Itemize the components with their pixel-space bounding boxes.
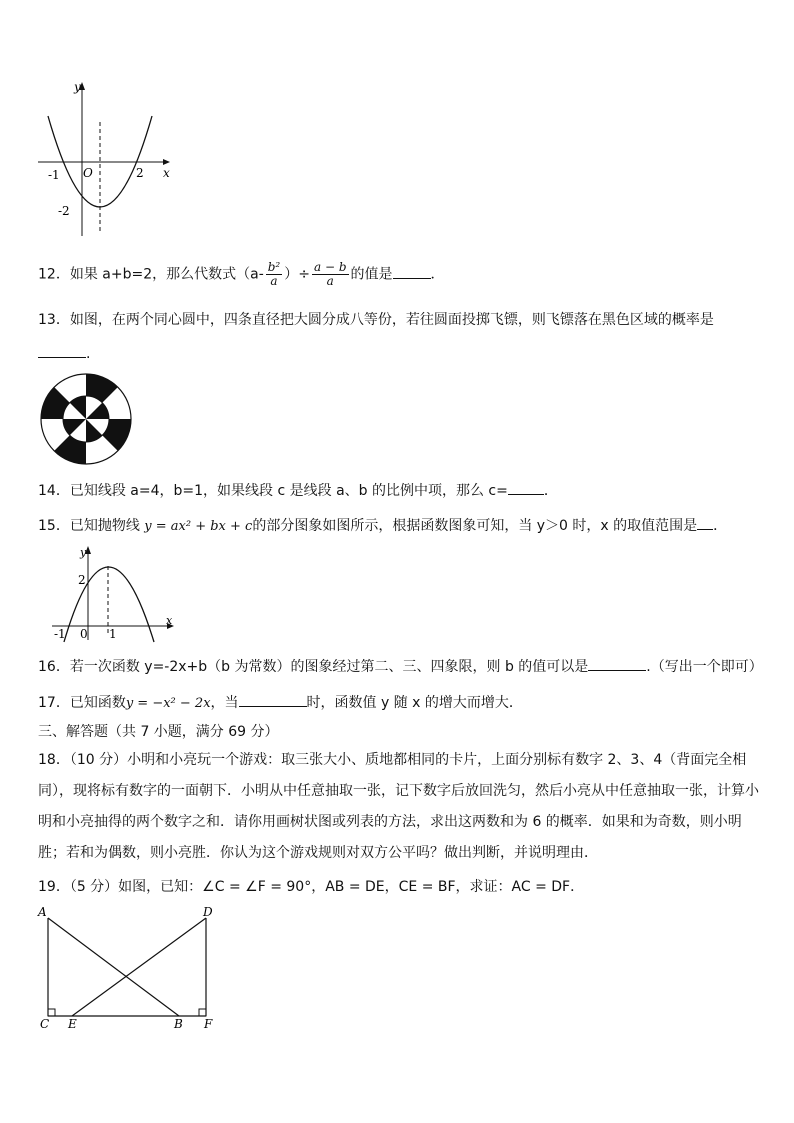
question-text: （5 分）如图，已知：∠C = ∠F = 90°，AB = DE，CE = BF，求证：AC = DF． [69, 879, 585, 895]
concentric-circles-figure [40, 373, 132, 465]
question-text: .（写出一个即可） [646, 659, 763, 675]
question-17 [38, 692, 523, 713]
origin-label: 0 [80, 627, 88, 641]
tick-label-neg1: -1 [48, 168, 60, 182]
right-angle-mark-C [48, 1009, 55, 1016]
tick-label-1: 1 [109, 627, 117, 641]
answer-blank[interactable] [508, 480, 544, 495]
right-angle-mark-F [199, 1009, 206, 1016]
parabola-graph-1 [36, 78, 176, 238]
question-19 [38, 878, 584, 896]
question-number: 15． [38, 518, 70, 534]
segment-DE [72, 918, 206, 1016]
origin-label: O [83, 166, 93, 180]
question-text: ． [543, 483, 558, 499]
fraction-denominator: a [270, 274, 278, 288]
answer-blank[interactable] [697, 515, 713, 530]
fraction-b2-over-a [266, 261, 283, 288]
point-label-C: C [40, 1017, 50, 1031]
y-label: y [80, 546, 87, 559]
question-number: 12． [38, 266, 70, 283]
answer-blank[interactable] [588, 656, 646, 671]
fraction-numerator: b² [267, 260, 281, 274]
question-text: . [86, 346, 91, 362]
segment-AB [48, 918, 179, 1016]
question-text: ，当 [210, 695, 239, 711]
question-text: ）÷ [284, 266, 310, 283]
geometry-figure-19 [36, 902, 226, 1034]
x-axis-arrow [163, 159, 170, 165]
x-label: x [166, 614, 173, 627]
question-text: 如图，在两个同心圆中，四条直径把大圆分成八等份，若往圆面投掷飞镖，则飞镖落在黑色区域的概率是 [69, 312, 714, 328]
question-text: 时，函数值 y 随 x 的增大而增大． [306, 695, 523, 711]
tick-label-neg2: -2 [58, 204, 70, 218]
question-14 [38, 480, 558, 500]
y-label: y [74, 80, 81, 94]
point-label-F: F [204, 1017, 213, 1031]
question-text: 已知函数 [69, 695, 126, 711]
fraction-numerator: a − b [313, 260, 347, 274]
question-number: 14． [38, 483, 70, 499]
tick-label-2: 2 [136, 166, 144, 180]
question-text: ． [430, 266, 445, 283]
question-18: 18．（10 分）小明和小亮玩一个游戏：取三张大小、质地都相同的卡片，上面分别标有数字 2、3、4（背面完全相同），现将标有数字的一面朝下．小明从中任意抽取一张，记下数字后放回洗匀，然后小亮从中任意抽取一张，计算小明和小亮抽得的两个数字之和．请你用画树状图或列表的方法，求出这两数和为 6 的概率．如果和为奇数，则小明胜；若和为偶数，则小亮胜．你认为这个游戏规则对双方公平吗？做出判断，并说明理由． [38, 752, 759, 861]
parabola-graph-2 [50, 544, 180, 646]
question-15 [38, 515, 727, 536]
question-text: 若一次函数 y=-2x+b（b 为常数）的图象经过第二、三、四象限，则 b 的值可以是 [69, 659, 589, 675]
question-number: 17． [38, 695, 70, 711]
question-text: 的值是 [350, 266, 393, 283]
question-number: 16． [38, 659, 70, 675]
tick-label-neg1: -1 [54, 627, 66, 641]
point-label-E: E [68, 1017, 77, 1031]
question-13 [38, 311, 714, 329]
parabola-formula: y = ax² + bx + c [144, 519, 253, 534]
answer-blank[interactable] [38, 343, 86, 358]
question-12 [38, 261, 445, 288]
question-text: 如果 a+b=2，那么代数式（a- [69, 266, 264, 283]
question-text: ． [713, 518, 728, 534]
question-text: 的部分图象如图所示，根据函数图象可知，当 y＞0 时，x 的取值范围是 [252, 518, 698, 534]
function-formula: y = −x² − 2x [125, 696, 211, 711]
question-text: 已知线段 a=4，b=1，如果线段 c 是线段 a、b 的比例中项，那么 c= [69, 483, 508, 499]
question-16 [38, 656, 763, 676]
point-label-D: D [203, 905, 213, 919]
tick-label-2: 2 [78, 573, 86, 587]
answer-blank[interactable] [393, 264, 431, 279]
question-number: 19． [38, 879, 70, 895]
point-label-A: A [38, 905, 47, 919]
answer-blank[interactable] [239, 692, 307, 707]
section-heading: 三、解答题（共 7 小题，满分 69 分） [38, 724, 279, 740]
x-label: x [163, 166, 170, 180]
question-13-continuation [38, 343, 90, 363]
question-text: 已知抛物线 [69, 518, 140, 534]
fraction-denominator: a [326, 274, 334, 288]
point-label-B: B [174, 1017, 183, 1031]
question-number: 13． [38, 312, 70, 328]
fraction-a-minus-b-over-a [312, 261, 349, 288]
